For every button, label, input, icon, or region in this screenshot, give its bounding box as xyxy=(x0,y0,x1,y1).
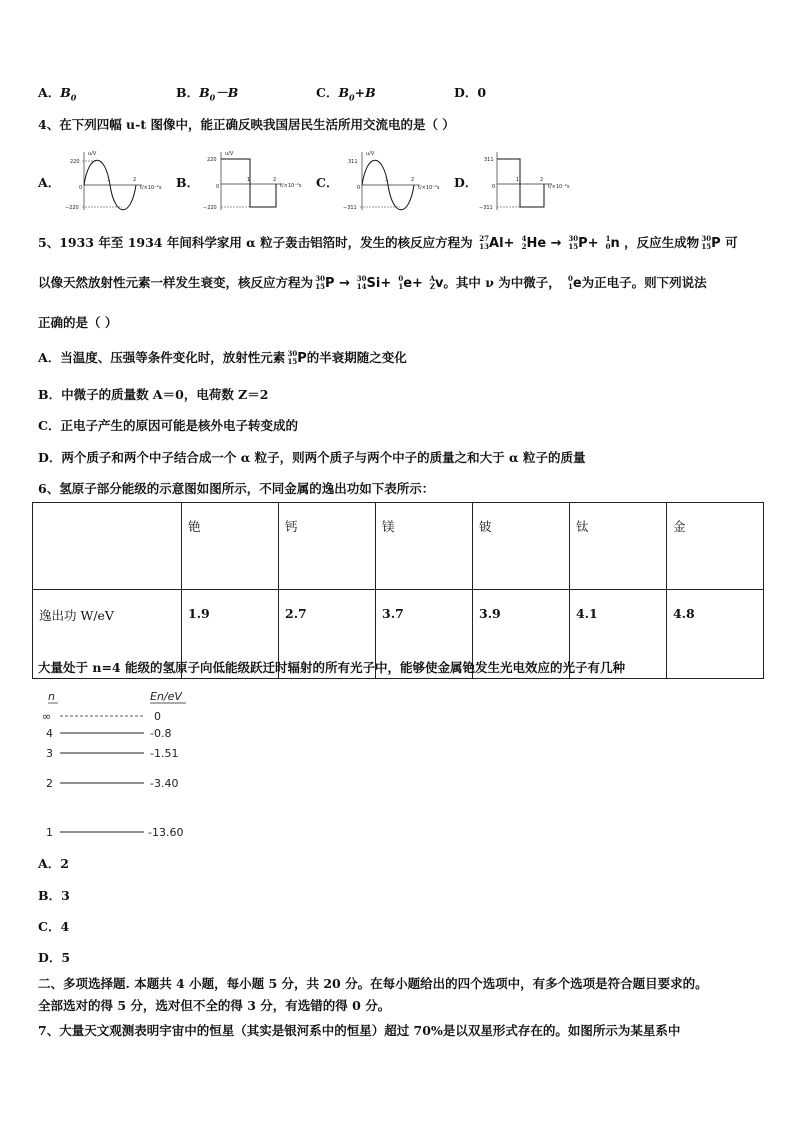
graph-b-origin: 0 xyxy=(216,184,220,190)
q3-option-a-text: $B_0$ xyxy=(60,85,77,103)
graph-b-ylabel: u/V xyxy=(225,151,234,157)
q5-line1: 5、1933 年至 1934 年间科学家用 α 粒子轰击铝箔时，发生的核反应方程为 27 13 Al+ 4 2 He → 30 15 P+ 1 0 n ，反应生成物 30 15 P 可 xyxy=(38,233,738,251)
q4-graph-d-letter: D． xyxy=(454,175,478,190)
table-header-row xyxy=(33,503,764,590)
q4-graph-b xyxy=(200,148,305,214)
q7-line1: 7、大量天文观测表明宇宙中的恒星（其实是银河系中的恒星）超过 70%是以双星形式存在的。如图所示为某星系中 xyxy=(38,1023,681,1038)
q5-option-a: A．当温度、压强等条件变化时，放射性元素 30 15 P的半衰期随之变化 xyxy=(38,348,407,366)
level-e-3: -1.51 xyxy=(150,747,179,760)
table-header-cell xyxy=(33,503,182,590)
graph-a-origin: 0 xyxy=(79,185,83,191)
graph-b-tick1: 1 xyxy=(247,177,251,183)
q4-graph-a-letter: A． xyxy=(38,175,61,190)
table-cell: 1.9 xyxy=(182,590,279,679)
graph-b-peak: 220 xyxy=(207,157,217,163)
graph-b-square-wave xyxy=(221,159,276,207)
graph-c-neg: −311 xyxy=(343,205,357,211)
level-n-2: 2 xyxy=(46,777,53,790)
level-n-1: 1 xyxy=(46,826,53,839)
q4-graph-c xyxy=(338,148,443,214)
table-header-cell: 铯 xyxy=(182,503,279,590)
section2-line2: 全部选对的得 5 分，选对但不全的得 3 分，有选错的得 0 分。 xyxy=(38,998,391,1013)
q6-after-text: 大量处于 n=4 能级的氢原子向低能级跃迁时辐射的所有光子中，能够使金属铯发生光电效应的光子有几种 xyxy=(38,660,625,675)
graph-b-neg: −220 xyxy=(203,205,217,211)
graph-a-peak: 220 xyxy=(70,159,80,165)
table-row-label: 逸出功 W/eV xyxy=(33,590,182,679)
table-cell: 3.9 xyxy=(473,590,570,679)
level-e-1: -13.60 xyxy=(148,826,184,839)
q3-option-b-text: $B_0-B$ xyxy=(199,85,239,103)
q6-stem: 6、氢原子部分能级的示意图如图所示，不同金属的逸出功如下表所示： xyxy=(38,481,435,496)
q3-option-a: A．$B_0$ xyxy=(38,85,77,103)
q4-stem: 4、在下列四幅 u-t 图像中，能正确反映我国居民生活所用交流电的是（ ） xyxy=(38,117,455,132)
graph-c-xlabel: t/×10⁻²s xyxy=(418,185,440,191)
table-header-cell: 镁 xyxy=(376,503,473,590)
graph-c-origin: 0 xyxy=(357,185,361,191)
graph-d-square-wave xyxy=(497,159,544,207)
work-function-table xyxy=(32,502,764,679)
q3-option-c: C．$B_0+B$ xyxy=(316,85,376,103)
graph-a-tick2: 2 xyxy=(133,177,137,183)
q3-option-d: D．0 xyxy=(454,85,487,100)
graph-d-xlabel: t/×10⁻²s xyxy=(548,184,570,190)
energy-axis-label: En/eV xyxy=(150,690,182,703)
q3-option-d-text: 0 xyxy=(477,85,487,100)
table-header-cell: 金 xyxy=(667,503,764,590)
table-header-cell: 钛 xyxy=(570,503,667,590)
level-e-4: -0.8 xyxy=(150,727,172,740)
graph-d-tick1: 1 xyxy=(516,177,520,183)
graph-a-ylabel: u/V xyxy=(88,151,97,157)
table-cell: 4.8 xyxy=(667,590,764,679)
q4-graph-d xyxy=(476,148,581,214)
level-n-4: 4 xyxy=(46,727,53,740)
graph-d-tick2: 2 xyxy=(540,177,544,183)
n-axis-label: n xyxy=(48,690,55,703)
q6-option-d: D．5 xyxy=(38,950,71,965)
q3-option-b: B．$B_0-B$ xyxy=(176,85,239,103)
level-n-inf: ∞ xyxy=(42,710,52,723)
q5-option-b: B．中微子的质量数 A＝0，电荷数 Z＝2 xyxy=(38,387,269,402)
q3-option-c-text: $B_0+B$ xyxy=(338,85,376,103)
q6-option-c: C．4 xyxy=(38,919,70,934)
q6-option-a: A．2 xyxy=(38,856,69,871)
graph-a-xlabel: t/×10⁻²s xyxy=(140,185,162,191)
graph-d-neg: −311 xyxy=(479,205,493,211)
graph-c-ylabel: u/V xyxy=(366,151,375,157)
level-n-3: 3 xyxy=(46,747,53,760)
table-header-cell: 铍 xyxy=(473,503,570,590)
table-cell: 2.7 xyxy=(279,590,376,679)
q5-option-d: D．两个质子和两个中子结合成一个 α 粒子，则两个质子与两个中子的质量之和大于 α 粒子的质量 xyxy=(38,450,586,465)
q5-line3: 正确的是（ ） xyxy=(38,315,118,330)
graph-b-xlabel: t/×10⁻²s xyxy=(280,183,302,189)
q6-option-b: B．3 xyxy=(38,888,70,903)
graph-c-peak: 311 xyxy=(348,159,358,165)
iso-al: 27 13 xyxy=(479,233,490,251)
q4-graph-c-letter: C． xyxy=(316,175,339,190)
level-e-inf: 0 xyxy=(154,710,161,723)
graph-b-tick2: 2 xyxy=(273,177,277,183)
graph-d-origin: 0 xyxy=(492,184,496,190)
section2-line1: 二、多项选择题. 本题共 4 小题，每小题 5 分，共 20 分。在每小题给出的四个选项中，有多个选项是符合题目要求的。 xyxy=(38,976,708,991)
graph-d-peak: 311 xyxy=(484,157,494,163)
table-cell: 3.7 xyxy=(376,590,473,679)
q5-option-c: C．正电子产生的原因可能是核外电子转变成的 xyxy=(38,418,298,433)
graph-c-tick1: 1 xyxy=(385,177,389,183)
energy-level-diagram xyxy=(40,686,200,846)
table-header-cell: 钙 xyxy=(279,503,376,590)
graph-c-tick2: 2 xyxy=(411,177,415,183)
table-cell: 4.1 xyxy=(570,590,667,679)
q4-graph-b-letter: B． xyxy=(176,175,200,190)
graph-a-neg: −220 xyxy=(65,205,79,211)
level-e-2: -3.40 xyxy=(150,777,179,790)
q5-line2: 以像天然放射性元素一样发生衰变，核反应方程为 30 15 P → 30 14 Si+ 0 1 e+ A Z v。其中 ν 为中微子， 0 1 e为正电子。则下列说法 xyxy=(38,273,707,291)
graph-a-tick1: 1 xyxy=(107,177,111,183)
q4-graph-a xyxy=(60,148,165,214)
